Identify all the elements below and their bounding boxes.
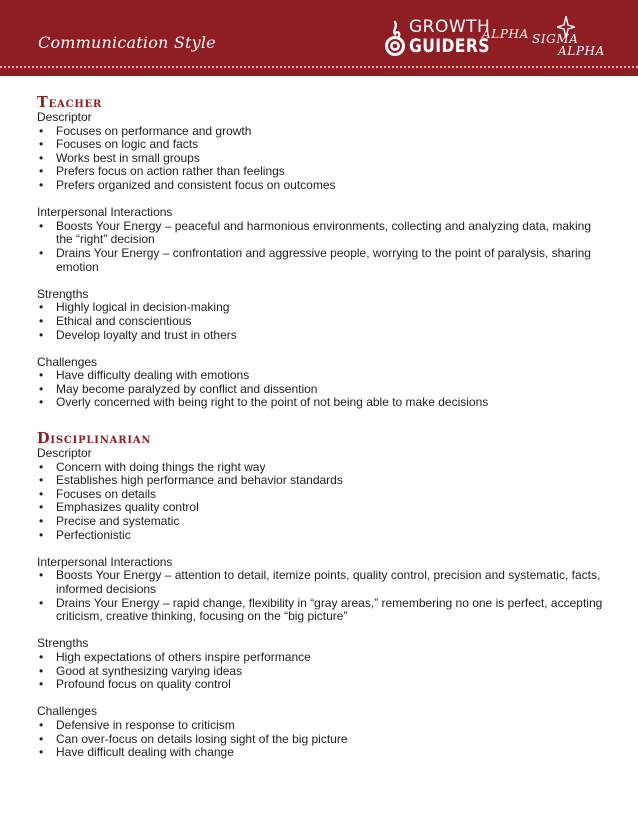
list-strengths: [37, 651, 607, 692]
subhead-interpersonal: Interpersonal Interactions: [37, 554, 173, 569]
subhead-descriptor: Descriptor: [37, 110, 92, 124]
list-item: • May become paralyzed by conflict and dissention: [37, 383, 607, 397]
list-item: • Profound focus on quality control: [37, 678, 607, 692]
list-item: • Drains Your Energy – rapid change, flexibility in “gray areas,” remembering no one is perfect, accepting criticism, creative thinking, focusing on the “big picture”: [37, 597, 607, 624]
list-item: • Boosts Your Energy – peaceful and harmonious environments, collecting and analyzing data, making the “right” decision: [37, 220, 607, 247]
list-interpersonal: [37, 220, 607, 274]
header-title: Communication Style: [38, 33, 216, 52]
list-item: • Have difficulty dealing with emotions: [37, 369, 607, 383]
subhead-strengths: Strengths: [37, 636, 89, 651]
subhead-strengths: Strengths: [37, 286, 89, 301]
list-item: • Focuses on performance and growth: [37, 125, 607, 139]
list-strengths: [37, 301, 607, 342]
list-item: • Focuses on logic and facts: [37, 138, 607, 152]
list-item: • Precise and systematic: [37, 515, 607, 529]
list-item: • Good at synthesizing varying ideas: [37, 665, 607, 679]
growth-guiders-logo: [383, 16, 491, 58]
list-interpersonal: [37, 569, 607, 623]
list-item: • Can over-focus on details losing sight of the big picture: [37, 733, 607, 747]
list-item: • Focuses on details: [37, 488, 607, 502]
subhead-challenges: Challenges: [37, 354, 98, 369]
list-item: • Concern with doing things the right way: [37, 461, 607, 475]
flame-swirl-icon: [383, 20, 407, 56]
logo-guiders-text: GUIDERS: [409, 35, 490, 57]
list-item: • Defensive in response to criticism: [37, 719, 607, 733]
list-item: • Boosts Your Energy – attention to detail, itemize points, quality control, precision and systematic, facts, informed decisions: [37, 569, 607, 596]
logo-growth-text: GROWTH: [409, 17, 491, 37]
subhead-interpersonal: Interpersonal Interactions: [37, 205, 173, 220]
list-item: • Establishes high performance and behavior standards: [37, 474, 607, 488]
list-item: • Highly logical in decision-making: [37, 301, 607, 315]
list-item: • Drains Your Energy – confrontation and aggressive people, worrying to the point of paralysis, sharing emotion: [37, 247, 607, 274]
list-item: • Emphasizes quality control: [37, 501, 607, 515]
list-item: • Perfectionistic: [37, 529, 607, 543]
list-item: • Overly concerned with being right to the point of not being able to make decisions: [37, 396, 607, 410]
list-item: • Prefers focus on action rather than feelings: [37, 165, 607, 179]
list-item: • Develop loyalty and trust in others: [37, 329, 607, 343]
list-item: • Ethical and conscientious: [37, 315, 607, 329]
logo-sigma-text: SIGMA: [532, 32, 579, 46]
logo-alpha2-text: ALPHA: [558, 44, 605, 58]
list-item: • Have difficult dealing with change: [37, 746, 607, 760]
logo-alpha-text: ALPHA: [482, 27, 529, 41]
section-title-teacher: Teacher: [37, 94, 103, 111]
list-item: • Works best in small groups: [37, 152, 607, 166]
header-dotted-divider: [0, 66, 638, 68]
section-title-disciplinarian: Disciplinarian: [37, 430, 152, 448]
subhead-challenges: Challenges: [37, 704, 98, 719]
list-challenges: [37, 719, 607, 760]
alpha-sigma-alpha-logo: [480, 14, 605, 60]
list-item: • High expectations of others inspire performance: [37, 651, 607, 665]
subhead-descriptor: Descriptor: [37, 446, 92, 461]
list-challenges: [37, 369, 607, 410]
star-icon: [557, 16, 575, 38]
list-descriptor: [37, 461, 607, 543]
page-header: [0, 0, 638, 76]
list-item: • Prefers organized and consistent focus on outcomes: [37, 179, 607, 193]
document-body: [37, 94, 607, 760]
list-descriptor: [37, 125, 607, 193]
